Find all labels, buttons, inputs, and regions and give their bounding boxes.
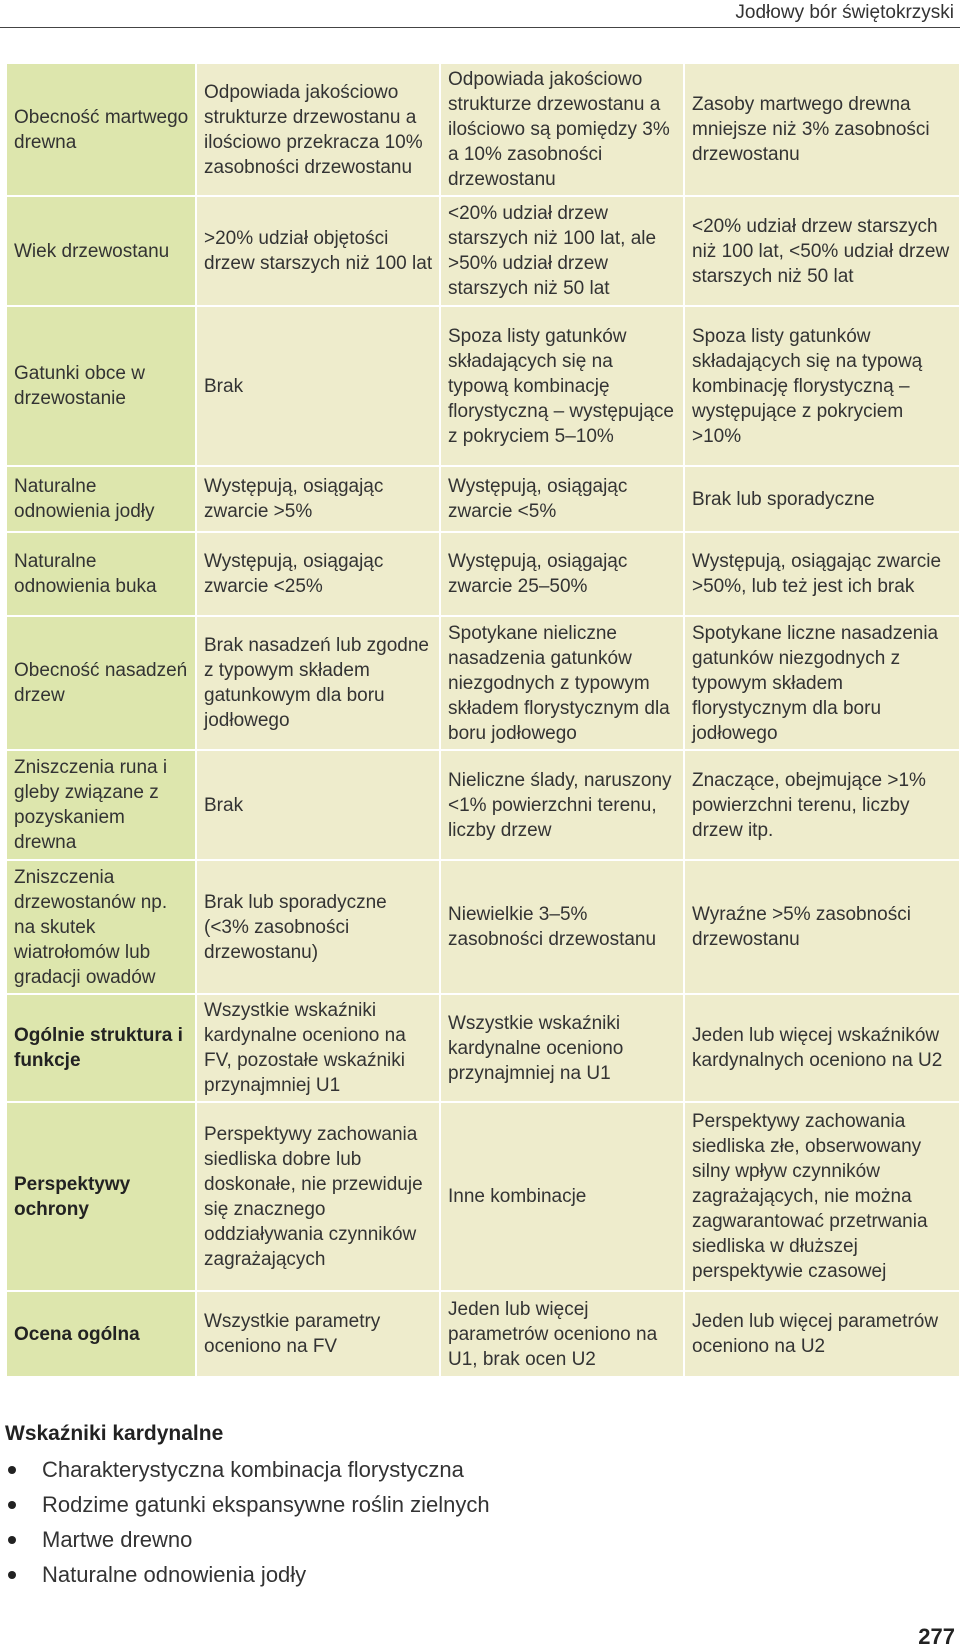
table-cell: Spoza listy gatunków składających się na typową kombinację florystyczną – występujące z pokryciem >10% (684, 306, 960, 466)
row-header: Naturalne odnowienia jodły (6, 466, 196, 532)
table-row (6, 63, 960, 196)
table-cell: Brak lub sporadyczne (684, 466, 960, 532)
table-row (6, 860, 960, 994)
table-cell: Spoza listy gatunków składających się na typową kombinację florystyczną – występujące z pokryciem 5–10% (440, 306, 684, 466)
table-cell: <20% udział drzew starszych niż 100 lat, <50% udział drzew starszych niż 50 lat (684, 196, 960, 306)
list-item: Charakterystyczna kombinacja florystyczna (5, 1452, 490, 1487)
list-item: Rodzime gatunki ekspansywne roślin zielnych (5, 1487, 490, 1522)
list-item: Martwe drewno (5, 1522, 490, 1557)
table-row (6, 994, 960, 1102)
row-header: Ocena ogólna (6, 1291, 196, 1377)
table-cell: Odpowiada jakościowo strukturze drzewostanu a ilościowo przekracza 10% zasobności drzewostanu (196, 63, 440, 196)
table-row (6, 1102, 960, 1291)
table-cell: Odpowiada jakościowo strukturze drzewostanu a ilościowo są pomiędzy 3% a 10% zasobności drzewostanu (440, 63, 684, 196)
row-header: Gatunki obce w drzewostanie (6, 306, 196, 466)
row-header: Obecność nasadzeń drzew (6, 616, 196, 750)
table-row (6, 532, 960, 616)
row-header: Perspektywy ochrony (6, 1102, 196, 1291)
row-header: Wiek drzewostanu (6, 196, 196, 306)
table-cell: Perspektywy zachowania siedliska dobre lub doskonałe, nie przewiduje się znacznego oddziaływania czynników zagrażających (196, 1102, 440, 1291)
table-row (6, 306, 960, 466)
table-cell: Inne kombinacje (440, 1102, 684, 1291)
table-cell: Wszystkie wskaźniki kardynalne oceniono przynajmniej na U1 (440, 994, 684, 1102)
cardinal-indicators-list (5, 1452, 490, 1592)
table-cell: Perspektywy zachowania siedliska złe, obserwowany silny wpływ czynników zagrażających, nie można zagwarantować przetrwania siedliska w dłuższej perspektywie czasowej (684, 1102, 960, 1291)
row-header: Zniszczenia runa i gleby związane z pozyskaniem drewna (6, 750, 196, 860)
table-cell: Spotykane nieliczne nasadzenia gatunków niezgodnych z typowym składem florystycznym dla boru jodłowego (440, 616, 684, 750)
table-cell: Wyraźne >5% zasobności drzewostanu (684, 860, 960, 994)
table-cell: Występują, osiągając zwarcie >50%, lub też jest ich brak (684, 532, 960, 616)
table-cell: Występują, osiągając zwarcie <5% (440, 466, 684, 532)
table-cell: Brak (196, 750, 440, 860)
table-row (6, 196, 960, 306)
row-header: Naturalne odnowienia buka (6, 532, 196, 616)
table-cell: Występują, osiągając zwarcie <25% (196, 532, 440, 616)
table-cell: Brak (196, 306, 440, 466)
table-cell: Zasoby martwego drewna mniejsze niż 3% zasobności drzewostanu (684, 63, 960, 196)
table-cell: Brak nasadzeń lub zgodne z typowym składem gatunkowym dla boru jodłowego (196, 616, 440, 750)
table-cell: Wszystkie parametry oceniono na FV (196, 1291, 440, 1377)
table-row (6, 466, 960, 532)
running-head: Jodłowy bór świętokrzyski (0, 0, 960, 28)
table-cell: Spotykane liczne nasadzenia gatunków niezgodnych z typowym składem florystycznym dla boru jodłowego (684, 616, 960, 750)
table-cell: Brak lub sporadyczne (<3% zasobności drzewostanu) (196, 860, 440, 994)
table-cell: Jeden lub więcej parametrów oceniono na U1, brak ocen U2 (440, 1291, 684, 1377)
page-number: 277 (918, 1624, 955, 1649)
table-row (6, 750, 960, 860)
row-header: Obecność martwego drewna (6, 63, 196, 196)
table-cell: Jeden lub więcej wskaźników kardynalnych oceniono na U2 (684, 994, 960, 1102)
table-row (6, 616, 960, 750)
table-cell: <20% udział drzew starszych niż 100 lat, ale >50% udział drzew starszych niż 50 lat (440, 196, 684, 306)
table-cell: Występują, osiągając zwarcie 25–50% (440, 532, 684, 616)
table-cell: Znaczące, obejmujące >1% powierzchni terenu, liczby drzew itp. (684, 750, 960, 860)
assessment-table (5, 62, 960, 1378)
list-item: Naturalne odnowienia jodły (5, 1557, 490, 1592)
table-cell: Występują, osiągając zwarcie >5% (196, 466, 440, 532)
table-cell: Jeden lub więcej parametrów oceniono na U2 (684, 1291, 960, 1377)
table-cell: >20% udział objętości drzew starszych niż 100 lat (196, 196, 440, 306)
table-row (6, 1291, 960, 1377)
row-header: Zniszczenia drzewostanów np. na skutek wiatrołomów lub gradacji owadów (6, 860, 196, 994)
table-cell: Niewielkie 3–5% zasobności drzewostanu (440, 860, 684, 994)
row-header: Ogólnie struktura i funkcje (6, 994, 196, 1102)
table-cell: Wszystkie wskaźniki kardynalne oceniono na FV, pozostałe wskaźniki przynajmniej U1 (196, 994, 440, 1102)
table-cell: Nieliczne ślady, naruszony <1% powierzchni terenu, liczby drzew (440, 750, 684, 860)
section-title: Wskaźniki kardynalne (5, 1422, 224, 1445)
